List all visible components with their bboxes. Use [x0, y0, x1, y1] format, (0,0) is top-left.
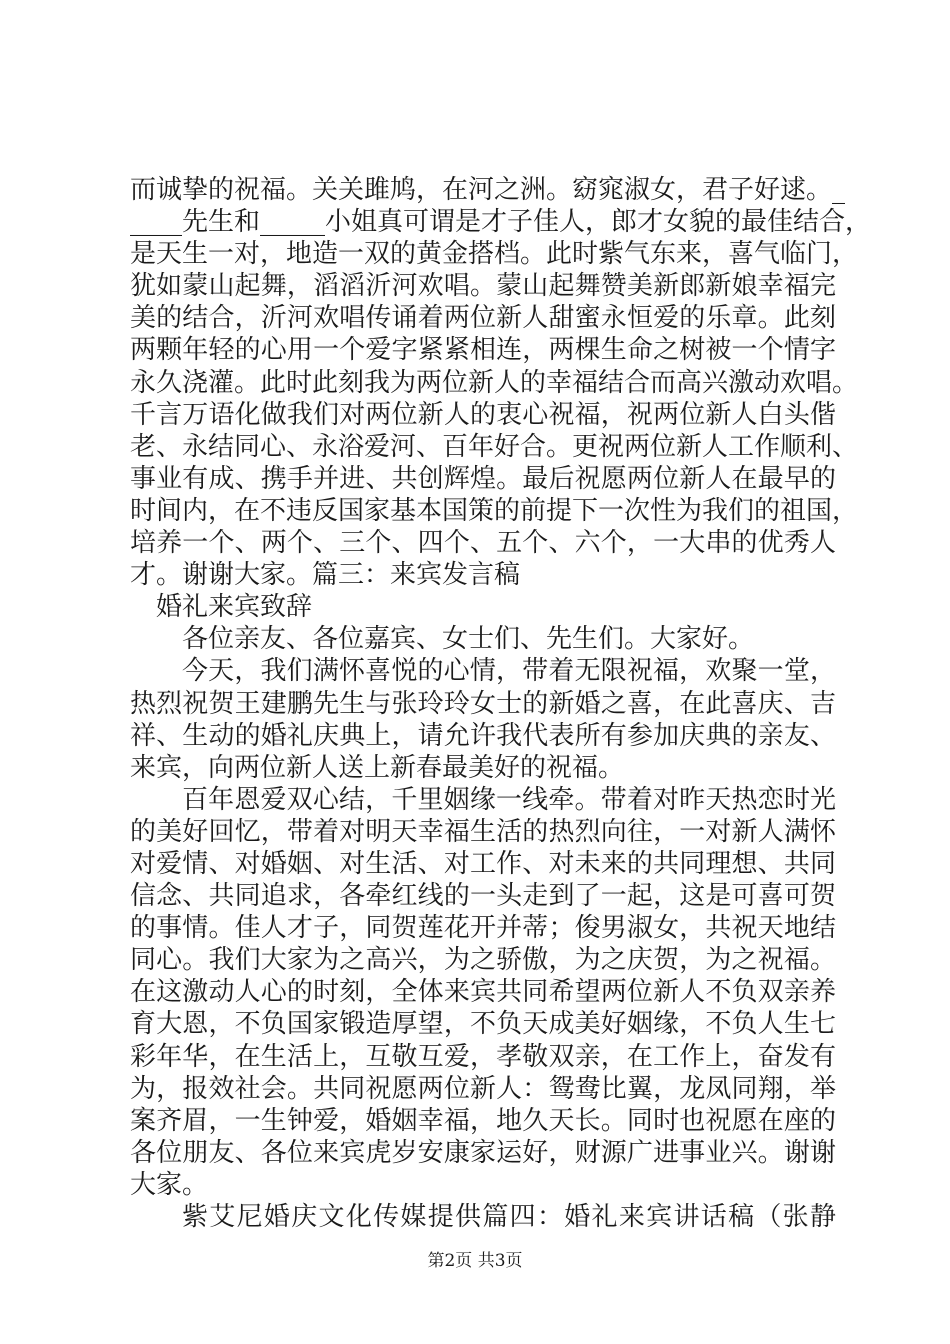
text-line: 祥、生动的婚礼庆典上，请允许我代表所有参加庆典的亲友、 [130, 720, 836, 751]
text-line: 各位亲友、各位嘉宾、女士们、先生们。大家好。 [182, 624, 755, 655]
text-line: 今天，我们满怀喜悦的心情，带着无限祝福，欢聚一堂， [182, 656, 836, 687]
text-line: ____先生和_____小姐真可谓是才子佳人，郎才女貌的最佳结合， [130, 207, 872, 238]
text-line: 的美好回忆，带着对明天幸福生活的热烈向往，一对新人满怀 [130, 816, 836, 847]
document-body [130, 174, 872, 1233]
text-line: 才。谢谢大家。篇三：来宾发言稿 [130, 560, 521, 591]
text-line: 大家。 [130, 1169, 209, 1200]
text-line: 的事情。佳人才子，同贺莲花开并蒂；俊男淑女，共祝天地结 [130, 913, 836, 944]
text-line: 同心。我们大家为之高兴，为之骄傲，为之庆贺，为之祝福。 [130, 945, 836, 976]
text-line: 事业有成、携手并进、共创辉煌。最后祝愿两位新人在最早的 [130, 463, 836, 494]
text-line: 信念、共同追求，各牵红线的一头走到了一起，这是可喜可贺 [130, 881, 836, 912]
text-line: 为，报效社会。共同祝愿两位新人：鸳鸯比翼，龙凤同翔，举 [130, 1073, 836, 1104]
text-line: 案齐眉，一生钟爱，婚姻幸福，地久天长。同时也祝愿在座的 [130, 1105, 836, 1136]
text-line: 在这激动人心的时刻，全体来宾共同希望两位新人不负双亲养 [130, 977, 836, 1008]
text-line: 育大恩，不负国家锻造厚望，不负天成美好姻缘，不负人生七 [130, 1009, 836, 1040]
text-line: 培养一个、两个、三个、四个、五个、六个，一大串的优秀人 [130, 528, 836, 559]
text-line: 紫艾尼婚庆文化传媒提供篇四：婚礼来宾讲话稿（张静 [182, 1202, 836, 1232]
text-line: 百年恩爱双心结，千里姻缘一线牵。带着对昨天热恋时光 [182, 784, 836, 815]
page-number: 第2页 共3页 [427, 1251, 523, 1271]
text-line: 两颗年轻的心用一个爱字紧紧相连，两棵生命之树被一个情字 [130, 335, 836, 366]
text-line: 犹如蒙山起舞，滔滔沂河欢唱。蒙山起舞赞美新郎新娘幸福完 [130, 271, 836, 302]
text-line: 各位朋友、各位来宾虎岁安康家运好，财源广进事业兴。谢谢 [130, 1137, 836, 1168]
text-line: 老、永结同心、永浴爱河、百年好合。更祝两位新人工作顺利、 [130, 431, 859, 462]
text-line: 彩年华，在生活上，互敬互爱，孝敬双亲，在工作上，奋发有 [130, 1041, 836, 1072]
text-line: 永久浇灌。此时此刻我为两位新人的幸福结合而高兴激动欢唱。 [130, 367, 859, 398]
text-line: 而诚挚的祝福。关关雎鸠，在河之洲。窈窕淑女，君子好逑。_ [130, 175, 846, 205]
text-line: 时间内，在不违反国家基本国策的前提下一次性为我们的祖国， [130, 495, 859, 526]
text-line: 美的结合，沂河欢唱传诵着两位新人甜蜜永恒爱的乐章。此刻 [130, 303, 836, 334]
section-heading: 婚礼来宾致辞 [156, 592, 313, 623]
text-line: 是天生一对，地造一双的黄金搭档。此时紫气东来，喜气临门， [130, 239, 859, 270]
text-line: 热烈祝贺王建鹏先生与张玲玲女士的新婚之喜，在此喜庆、吉 [130, 688, 836, 719]
text-line: 来宾，向两位新人送上新春最美好的祝福。 [130, 752, 625, 783]
text-line: 千言万语化做我们对两位新人的衷心祝福，祝两位新人白头偕 [130, 399, 836, 430]
text-line: 对爱情、对婚姻、对生活、对工作、对未来的共同理想、共同 [130, 848, 836, 879]
